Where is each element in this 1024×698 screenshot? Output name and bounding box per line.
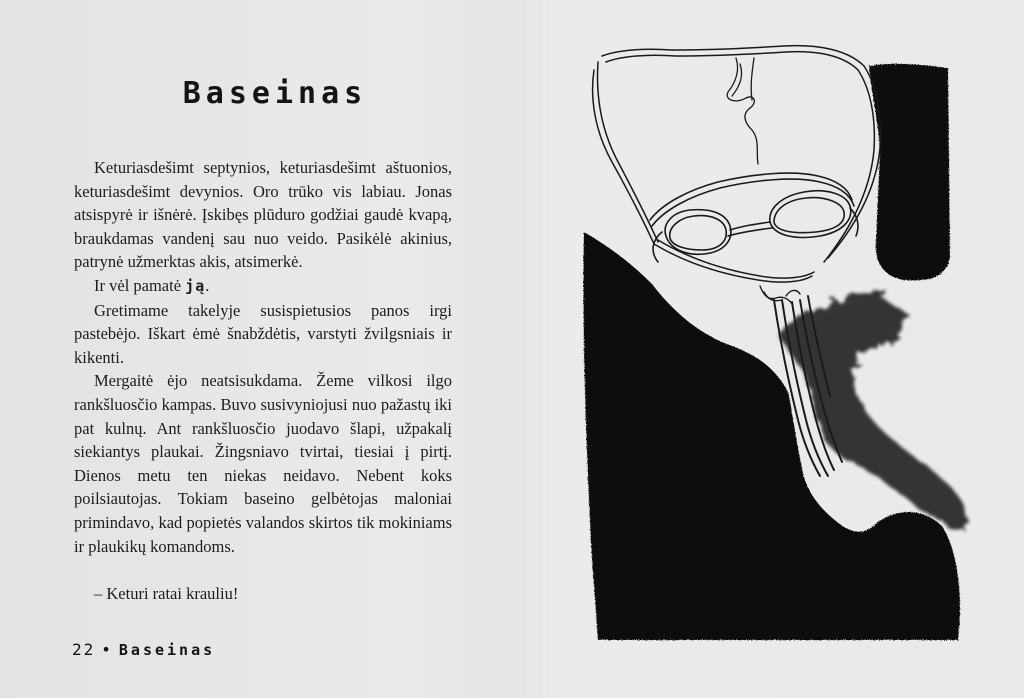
paragraph-1: Keturiasdešimt septynios, keturiasdešimt aštuonios, keturiasdešimt devynios. Oro trūko vis labiau. Jonas atsispyrė ir išnėrė. Įskibęs plūduro godžiai gaudė kvapą, braukdamas vandenį sau nuo veido. Pasikėlė akinius, patrynė užmerktas akis, atsimerkė.: [74, 158, 452, 272]
saw-suffix: .: [205, 275, 210, 295]
saw-prefix: Ir vėl pamatė: [94, 275, 182, 295]
pool-water-shape: [583, 232, 960, 640]
handwritten-her: ją: [185, 276, 206, 295]
footer-separator: •: [101, 640, 113, 659]
right-page: [512, 0, 1024, 698]
nose-lines: [760, 286, 800, 304]
chapter-title: Baseinas: [182, 76, 368, 111]
paragraph-2: [74, 274, 452, 299]
page-number: 22: [72, 640, 96, 659]
paragraph-4: Mergaitė ėjo neatsisukdama. Žeme vilkosi ilgo rankšluosčio kampas. Buvo susivyniojusi nuo pažastų iki pat kulnų. Ant rankšluosčio juodavo šlapi, užpakalį siekiantys plaukai. Žingsniavo tvirtai, tiesiai į pirtį. Dienos metu ten niekas neidavo. Nebent koks poilsiautojas. Tokiam baseino gelbėtojas maloniai primindavo, kad popietės valandos skirtos tik mokiniams ir plaukikų komandoms.: [74, 371, 452, 556]
chapter-body: [74, 156, 452, 605]
swimmer-illustration: [512, 0, 1024, 698]
cap-seam: [727, 58, 758, 164]
swim-cap-outline: [593, 46, 881, 282]
goggles-icon: [650, 173, 858, 262]
running-title: Baseinas: [118, 641, 216, 659]
ink-shapes: [583, 64, 960, 640]
page-footer: [72, 640, 215, 659]
dialogue-line: – Keturi ratai krauliu!: [94, 583, 239, 603]
paragraph-3: Gretimame takelyje susispietusios panos irgi pastebėjo. Iškart ėmė šnabždėtis, varstyti žvilgsniais ir kikenti.: [74, 300, 452, 367]
pool-wall-shape: [869, 64, 950, 281]
